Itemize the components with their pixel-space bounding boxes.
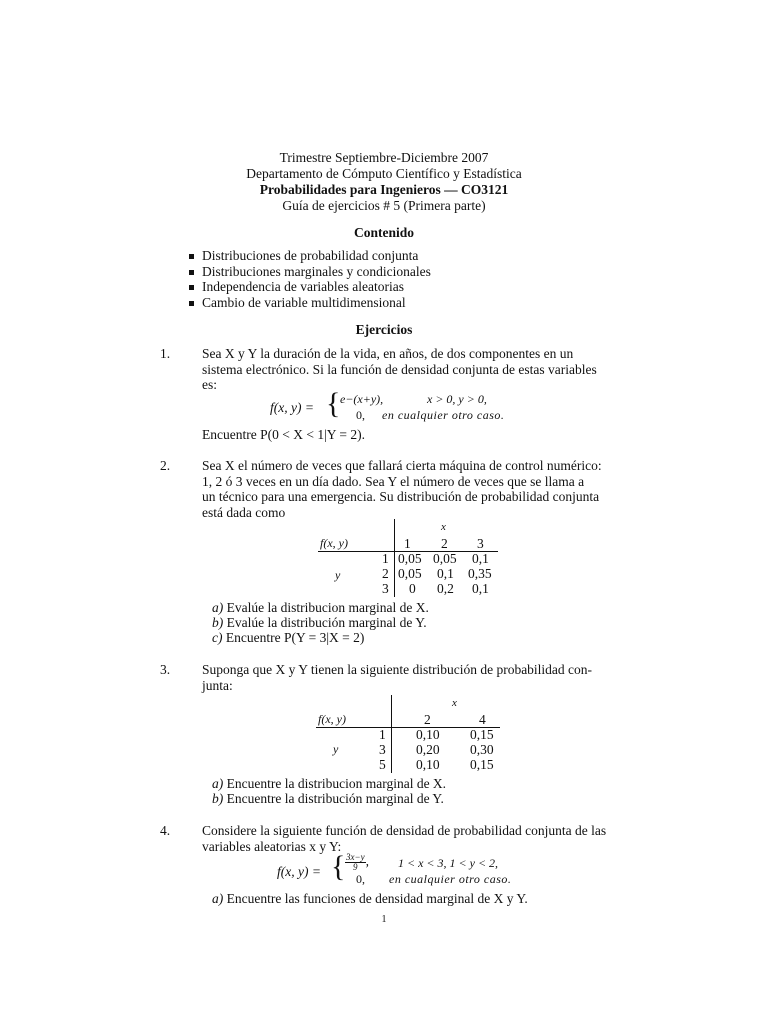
row-header: 5 (379, 757, 386, 772)
text-line: es: (202, 377, 217, 393)
exercise-text (202, 823, 612, 854)
case2-condition: en cualquier otro caso. (389, 872, 512, 886)
exercise-3-item-a (212, 776, 446, 792)
item-label: a) (212, 776, 224, 791)
fraction-denominator: 9 (353, 862, 358, 872)
fraction: $\frac{3x-y}{9}$ , (346, 852, 369, 872)
y-label: y (335, 568, 341, 582)
case2-expression: 0, (356, 408, 365, 422)
table-cell: 0,2 (437, 581, 454, 596)
exercise-number: 2. (160, 458, 171, 473)
table-cell: 0,10 (416, 727, 440, 742)
fraction-numerator: 3x−y (346, 852, 365, 862)
table-divider (394, 519, 395, 597)
list-item: Distribuciones de probabilidad conjunta (188, 248, 488, 264)
item-label: c) (212, 630, 223, 645)
item-label: b) (212, 615, 224, 630)
table-cell: 0,05 (433, 551, 457, 566)
text-line: junta: (202, 677, 233, 693)
item-text: Encuentre las funciones de densidad marginal de X y Y. (226, 891, 528, 906)
density-label: f(x, y) = (270, 400, 314, 415)
department-line: Departamento de Cómputo Científico y Estadística (246, 166, 522, 181)
table-cell: 0,15 (470, 757, 494, 772)
column-header: 2 (441, 536, 448, 551)
text-line: Sea X el número de veces que fallará cierta máquina de control numérico: (202, 458, 602, 473)
page-number: 1 (381, 914, 387, 925)
left-brace: { (331, 850, 346, 883)
item-text: Encuentre la distribución marginal de Y. (226, 791, 444, 806)
item-text: Encuentre la distribucion marginal de X. (226, 776, 447, 791)
table-cell: 0,1 (437, 566, 454, 581)
table-cell: 0,15 (470, 727, 494, 742)
text-line: Sea X y Y la duración de la vida, en años, de dos componentes en un (202, 346, 574, 361)
column-header: 3 (477, 536, 484, 551)
table-cell: 0,35 (468, 566, 492, 581)
exercise-3-item-b (212, 791, 444, 807)
x-label: x (441, 521, 446, 533)
exercise-2-item-b (212, 615, 427, 631)
case1-expression: e−(x+y), (340, 392, 384, 406)
exercise-number: 3. (160, 662, 171, 677)
table-cell: 0,05 (398, 566, 422, 581)
case2-condition: en cualquier otro caso. (382, 408, 505, 422)
table-divider (391, 695, 392, 773)
text-line: está dada como (202, 504, 286, 520)
column-header: 1 (404, 536, 411, 551)
item-label: b) (212, 791, 224, 806)
exercise-2-item-c (212, 630, 364, 646)
text-line: sistema electrónico. Si la función de densidad conjunta de estas variables (202, 361, 597, 377)
row-header: 3 (382, 581, 389, 596)
case1-condition: 1 < x < 3, 1 < y < 2, (398, 856, 499, 870)
y-label: y (333, 742, 339, 756)
exercise-4-item-a (212, 891, 528, 907)
case2-expression: 0, (356, 872, 365, 886)
table-corner: f(x, y) (318, 712, 346, 726)
table-cell: 0,05 (398, 551, 422, 566)
row-header: 1 (379, 727, 386, 742)
left-brace: { (326, 387, 341, 420)
text-line: un técnico para una emergencia. Su distribución de probabilidad conjunta (202, 489, 600, 505)
ejercicios-heading: Ejercicios (355, 322, 413, 337)
item-text: Evalúe la distribución marginal de Y. (226, 615, 427, 630)
exercise-number: 1. (160, 346, 171, 361)
course-title: Probabilidades para Ingenieros — CO3121 (259, 182, 509, 197)
table-cell: 0,1 (472, 581, 489, 596)
row-header: 2 (382, 566, 389, 581)
exercise-text (202, 662, 612, 693)
case1-condition: x > 0, y > 0, (427, 392, 487, 406)
table-cell: 0,1 (472, 551, 489, 566)
contenido-heading: Contenido (353, 225, 414, 240)
item-label: a) (212, 891, 224, 906)
list-item: Distribuciones marginales y condicionales (188, 264, 488, 280)
table-cell: 0 (409, 581, 416, 596)
row-header: 3 (379, 742, 386, 757)
item-text: Encuentre P(Y = 3|X = 2) (225, 630, 365, 645)
term-line: Trimestre Septiembre-Diciembre 2007 (279, 150, 489, 165)
density-label: f(x, y) = (277, 864, 321, 879)
table-cell: 0,10 (416, 757, 440, 772)
item-text: Evalúe la distribucion marginal de X. (226, 600, 429, 615)
exercise-number: 4. (160, 823, 171, 838)
list-item: Cambio de variable multidimensional (188, 295, 488, 311)
guide-title: Guía de ejercicios # 5 (Primera parte) (282, 198, 486, 213)
text-line: Considere la siguiente función de densidad de probabilidad conjunta de las (202, 823, 607, 838)
exercise-1-question: Encuentre P(0 < X < 1|Y = 2). (202, 427, 366, 442)
column-header: 2 (424, 712, 431, 727)
exercise-text (202, 346, 612, 393)
exercise-text (202, 458, 612, 520)
column-header: 4 (479, 712, 486, 727)
table-corner: f(x, y) (320, 536, 348, 550)
contenido-list (188, 248, 488, 310)
table-cell: 0,30 (470, 742, 494, 757)
list-item: Independencia de variables aleatorias (188, 279, 488, 295)
table-cell: 0,20 (416, 742, 440, 757)
text-line: Suponga que X y Y tienen la siguiente distribución de probabilidad con- (202, 662, 593, 677)
text-line: 1, 2 ó 3 veces en un día dado. Sea Y el número de veces que se llama a (202, 473, 585, 489)
text-line: variables aleatorias x y Y: (202, 838, 342, 854)
row-header: 1 (382, 551, 389, 566)
item-label: a) (212, 600, 224, 615)
x-label: x (452, 697, 457, 709)
exercise-2-item-a (212, 600, 429, 616)
